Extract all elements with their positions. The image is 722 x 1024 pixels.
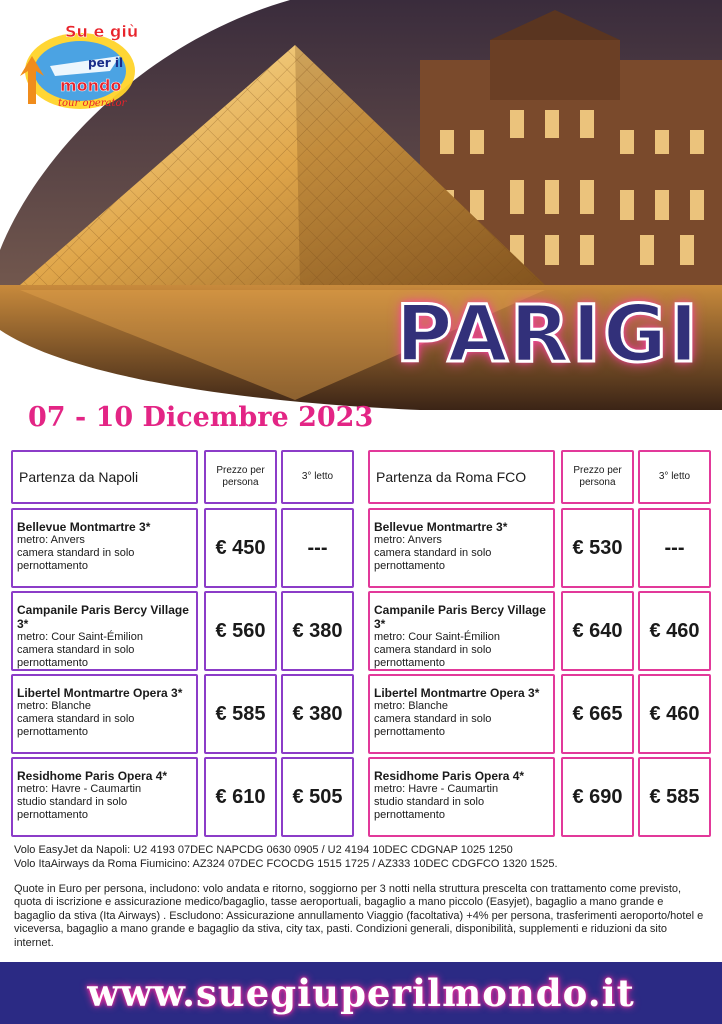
third-bed-value: € 380	[281, 591, 354, 671]
hotel-room: studio standard in solo pernottamento	[17, 796, 128, 821]
hotel-room: studio standard in solo pernottamento	[374, 796, 485, 821]
logo-tagline: tour operator	[58, 98, 127, 109]
hotel-cell	[368, 591, 555, 671]
hotel-room: camera standard in solo pernottamento	[17, 644, 135, 669]
hotel-metro: metro: Anvers	[17, 534, 85, 546]
price-value: € 665	[561, 674, 634, 754]
hotel-metro: metro: Cour Saint-Émilion	[374, 631, 500, 643]
third-bed-header: 3° letto	[638, 450, 711, 504]
hero-photo	[0, 0, 722, 410]
logo-text-1: Su e giù	[65, 22, 139, 41]
logo-text-2: per il	[88, 56, 124, 70]
third-bed-value: € 505	[281, 757, 354, 837]
hotel-metro: metro: Blanche	[374, 700, 448, 712]
hotel-room: camera standard in solo pernottamento	[374, 547, 492, 572]
departure-header: Partenza da Napoli	[11, 450, 198, 504]
third-bed-value: € 460	[638, 674, 711, 754]
third-bed-value: ---	[281, 508, 354, 588]
hotel-name: Libertel Montmartre Opera 3*	[17, 686, 183, 700]
third-bed-value: ---	[638, 508, 711, 588]
price-value: € 560	[204, 591, 277, 671]
terms-notes: Quote in Euro per persona, includono: volo andata e ritorno, soggiorno per 3 notti nella struttura prescelta con trattamento come previsto, quota di iscrizione e assicurazione medico/bagaglio, tasse aeroportuali, bagaglio a mano piccolo (Easyjet), bagaglio a mano grande e bagaglio da stiva (Ita Airways) . Escludono: Assicurazione annullamento Viaggio (facoltativa) +4% per persona, trasferimenti aeroporto/hotel e viceversa, bagaglio a mano grande e bagaglio da stiva, city tax, pasti. Condizioni generali, disponibilità, supplementi e riduzioni da sito internet.	[14, 883, 704, 949]
price-header: Prezzo per persona	[204, 450, 277, 504]
third-bed-value: € 585	[638, 757, 711, 837]
third-bed-value: € 460	[638, 591, 711, 671]
departure-header: Partenza da Roma FCO	[368, 450, 555, 504]
price-value: € 690	[561, 757, 634, 837]
hotel-cell	[368, 508, 555, 588]
hotel-cell	[11, 508, 198, 588]
hotel-cell	[11, 591, 198, 671]
hotel-metro: metro: Havre - Caumartin	[17, 783, 142, 795]
price-value: € 530	[561, 508, 634, 588]
footer-banner	[0, 962, 722, 1024]
hotel-cell	[368, 757, 555, 837]
website-link[interactable]: www.suegiuperilmondo.it	[87, 971, 635, 1015]
hotel-metro: metro: Anvers	[374, 534, 442, 546]
hotel-name: Residhome Paris Opera 4*	[17, 769, 168, 783]
hotel-cell	[368, 674, 555, 754]
price-header: Prezzo per persona	[561, 450, 634, 504]
flight-info	[14, 843, 558, 871]
flight-napoli: Volo EasyJet da Napoli: U2 4193 07DEC NAPCDG 0630 0905 / U2 4194 10DEC CDGNAP 1025 1250	[14, 844, 513, 856]
hotel-name: Residhome Paris Opera 4*	[374, 769, 525, 783]
price-value: € 585	[204, 674, 277, 754]
hotel-metro: metro: Blanche	[17, 700, 91, 712]
hotel-name: Libertel Montmartre Opera 3*	[374, 686, 540, 700]
price-value: € 450	[204, 508, 277, 588]
hotel-name: Bellevue Montmartre 3*	[17, 520, 151, 534]
hotel-cell	[11, 674, 198, 754]
flight-roma: Volo ItaAirways da Roma Fiumicino: AZ324 07DEC FCOCDG 1515 1725 / AZ333 10DEC CDGFCO 1320 1525.	[14, 858, 558, 870]
third-bed-header: 3° letto	[281, 450, 354, 504]
hotel-room: camera standard in solo pernottamento	[17, 547, 135, 572]
travel-dates: 07 - 10 Dicembre 2023	[28, 402, 374, 433]
third-bed-value: € 380	[281, 674, 354, 754]
hotel-room: camera standard in solo pernottamento	[374, 644, 492, 669]
hotel-name: Bellevue Montmartre 3*	[374, 520, 508, 534]
price-value: € 640	[561, 591, 634, 671]
hotel-metro: metro: Havre - Caumartin	[374, 783, 499, 795]
hotel-cell	[11, 757, 198, 837]
hotel-room: camera standard in solo pernottamento	[374, 713, 492, 738]
brand-logo[interactable]	[10, 16, 140, 116]
price-value: € 610	[204, 757, 277, 837]
hotel-name: Campanile Paris Bercy Village 3*	[374, 603, 546, 631]
hotel-name: Campanile Paris Bercy Village 3*	[17, 603, 189, 631]
logo-text-3: mondo	[60, 76, 122, 95]
hotel-metro: metro: Cour Saint-Émilion	[17, 631, 143, 643]
destination-title: PARIGI	[395, 290, 700, 380]
hotel-room: camera standard in solo pernottamento	[17, 713, 135, 738]
